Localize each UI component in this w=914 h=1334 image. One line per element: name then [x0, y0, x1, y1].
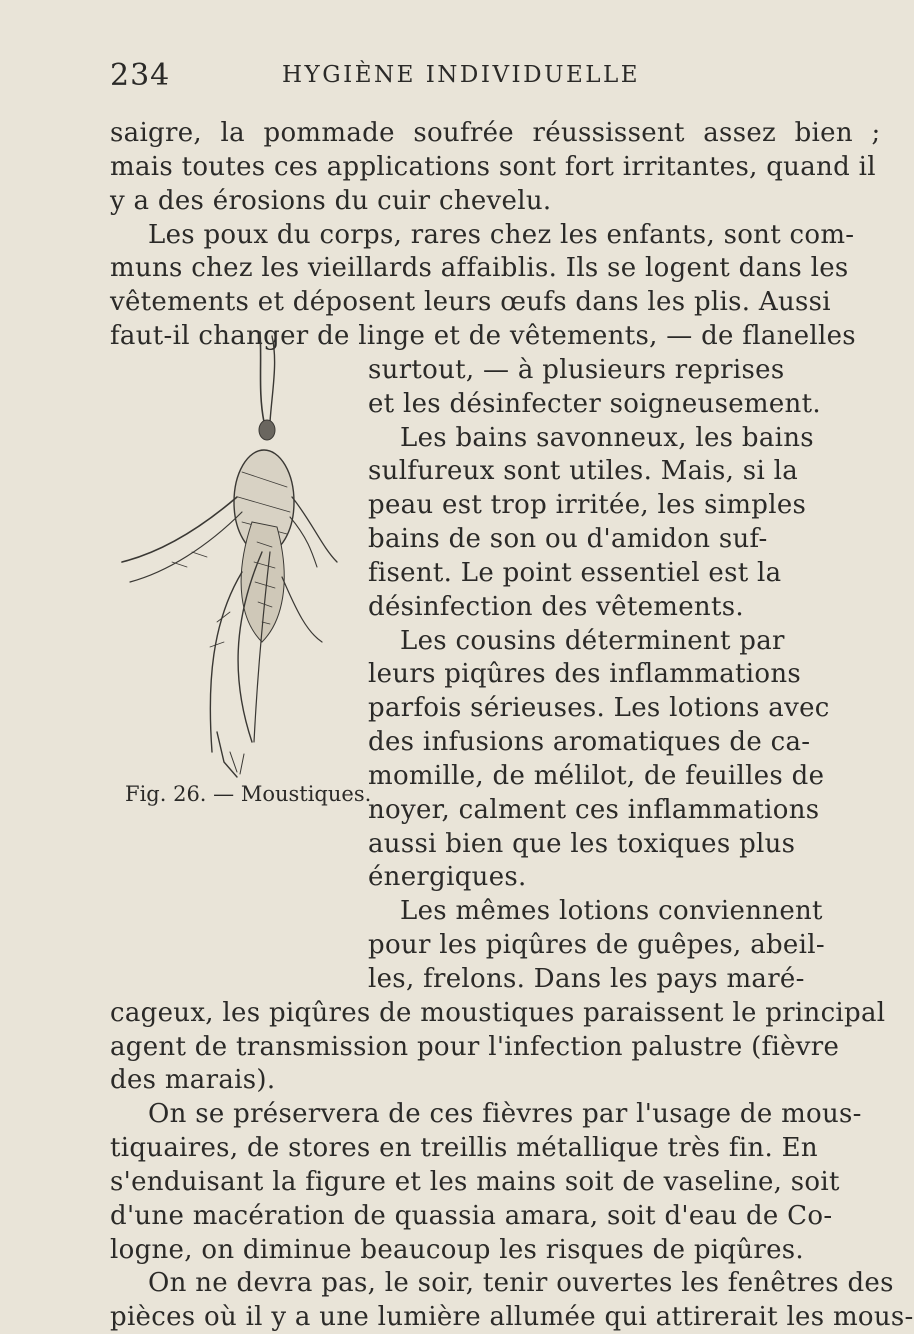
text-line: Les mêmes lotions conviennent: [400, 896, 823, 926]
text-line: pour les piqûres de guêpes, abeil-: [368, 930, 825, 960]
text-line: désinfection des vêtements.: [368, 592, 744, 622]
text-line: logne, on diminue beaucoup les risques de piqûres.: [110, 1235, 804, 1265]
text-line: Les poux du corps, rares chez les enfants, sont com-: [148, 220, 855, 250]
text-line: agent de transmission pour l'infection palustre (fièvre: [110, 1032, 840, 1062]
text-line: saigre, la pommade soufrée réussissent assez bien ;: [110, 118, 881, 148]
page-number: 234: [110, 58, 171, 93]
text-line: fisent. Le point essentiel est la: [368, 558, 782, 588]
text-line: muns chez les vieillards affaiblis. Ils se logent dans les: [110, 253, 849, 283]
text-line: faut-il changer de linge et de vêtements, — de flanelles: [110, 321, 856, 351]
text-line: leurs piqûres des inflammations: [368, 659, 802, 689]
text-line: peau est trop irritée, les simples: [368, 490, 807, 520]
text-line: vêtements et déposent leurs œufs dans les plis. Aussi: [110, 287, 831, 317]
text-line: des infusions aromatiques de ca-: [368, 727, 811, 757]
text-line: les, frelons. Dans les pays maré-: [368, 964, 805, 994]
text-line: s'enduisant la figure et les mains soit de vaseline, soit: [110, 1167, 840, 1197]
text-line: momille, de mélilot, de feuilles de: [368, 761, 825, 791]
text-line: pièces où il y a une lumière allumée qui attirerait les mous-: [110, 1302, 914, 1332]
text-line: cageux, les piqûres de moustiques paraissent le principal: [110, 998, 886, 1028]
text-line: On se préservera de ces fièvres par l'usage de mous-: [148, 1099, 862, 1129]
text-line: surtout, — à plusieurs reprises: [368, 355, 785, 385]
mosquito-illustration: [112, 322, 347, 782]
text-line: On ne devra pas, le soir, tenir ouvertes les fenêtres des: [148, 1268, 894, 1298]
text-line: aussi bien que les toxiques plus: [368, 829, 796, 859]
running-title: HYGIÈNE INDIVIDUELLE: [282, 62, 641, 88]
text-line: y a des érosions du cuir chevelu.: [110, 186, 552, 216]
text-line: sulfureux sont utiles. Mais, si la: [368, 456, 799, 486]
text-line: Les bains savonneux, les bains: [400, 423, 814, 453]
text-line: parfois sérieuses. Les lotions avec: [368, 693, 830, 723]
text-line: des marais).: [110, 1065, 276, 1095]
page-header: [110, 58, 740, 98]
text-line: d'une macération de quassia amara, soit d'eau de Co-: [110, 1201, 833, 1231]
figure-caption: Fig. 26. — Moustiques.: [125, 782, 372, 806]
text-line: et les désinfecter soigneusement.: [368, 389, 821, 419]
text-line: bains de son ou d'amidon suf-: [368, 524, 768, 554]
text-line: Les cousins déterminent par: [400, 626, 785, 656]
text-line: noyer, calment ces inflammations: [368, 795, 820, 825]
text-line: mais toutes ces applications sont fort irritantes, quand il: [110, 152, 876, 182]
text-line: énergiques.: [368, 862, 527, 892]
text-line: tiquaires, de stores en treillis métallique très fin. En: [110, 1133, 818, 1163]
